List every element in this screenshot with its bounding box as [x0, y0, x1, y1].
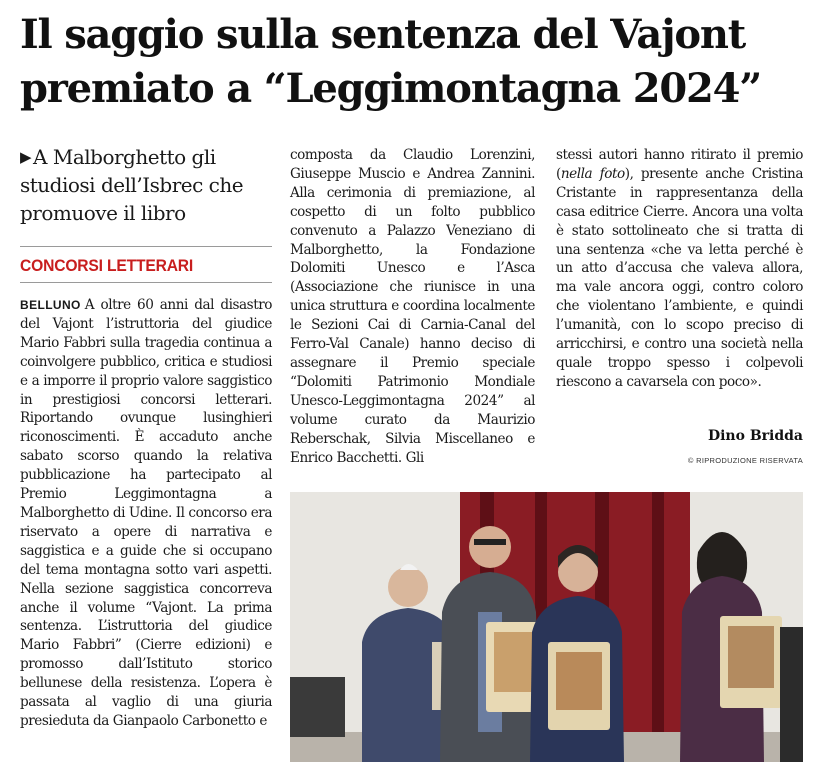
audience-member: [780, 627, 803, 762]
photo-reference: nella foto: [560, 165, 625, 182]
section-divider-bottom: [20, 282, 272, 283]
subheadline-text: A Malborghetto gli studiosi dell’Isbrec che promuove il libro: [20, 145, 244, 225]
category-label: CONCORSI LETTERARI: [20, 256, 194, 275]
dateline: BELLUNO: [20, 298, 81, 312]
screen-left: [290, 677, 345, 737]
award-ceremony-image: [290, 492, 803, 762]
article-column-3: [556, 146, 803, 392]
curtain-fold: [652, 492, 664, 762]
arrow-icon: ▶: [20, 148, 32, 166]
section-divider-top: [20, 246, 272, 247]
award-photo: [290, 492, 803, 762]
copyright-notice: © RIPRODUZIONE RISERVATA: [687, 456, 803, 465]
article-column-1: [20, 296, 272, 731]
article-headline: Il saggio sulla sentenza del Vajont premiato a “Leggimontagna 2024”: [20, 11, 762, 112]
article-subheadline: [20, 143, 272, 227]
article-column-2: composta da Claudio Lorenzini, Giuseppe Muscio e Andrea Zannini. Alla cerimonia di premiazione, al cospetto di un folto pubblico convenuto a Palazzo Veneziano di Malborghetto, la Fondazione Dolomiti Unesco e l’Asca (Associazione che riunisce in una unica struttura e coordina localmente le Sezioni Cai di Carnia-Canal del Ferro-Val Canale) hanno deciso di assegnare il Premio speciale “Dolomiti Patrimonio Mondiale Unesco-Leggimontagna 2024” al volume curato da Maurizio Reberschak, Silvia Miscellaneo e Enrico Bacchetti. Gli: [290, 147, 535, 466]
column-3-text-a: stessi autori hanno ritirato il premio (: [556, 147, 803, 182]
column-3-text-b: ), presente anche Cristina Cristante in rappresentanza della casa editrice Cierre. Ancora una volta è stato sottolineato che si tratta di una sentenza «che va letta perché è un atto d’accusa che valeva allora, ma vale ancora oggi, contro coloro che violentano l’ambiente, e quindi l’umanità, con lo scopo preciso di arricchirsi, e contro una società nella quale troppo spesso i colpevoli riescono a cavarsela con poco».: [556, 165, 803, 390]
author-byline: Dino Bridda: [707, 428, 803, 444]
column-1-text: A oltre 60 anni dal disastro del Vajont l’istruttoria del giudice Mario Fabbri sulla tragedia continua a coinvolgere pubblico, critica e studiosi e a imporre il proprio valore saggistico in prestigiosi concorsi letterari. Riportando ovunque lusinghieri riconoscimenti. È accaduto anche sabato scorso quando la relativa pubblicazione ha partecipato al Premio Leggimontagna a Malborghetto di Udine. Il concorso era riservato a opere di narrativa e saggistica e a guide che si occupano del tema montagna sotto vari aspetti. Nella sezione saggistica concorreva anche il volume “Vajont. La prima sentenza. L’istruttoria del giudice Mario Fabbri” (Cierre edizioni) e promosso dall’Istituto storico bellunese della resistenza. L’opera è passata al vaglio di una giuria presieduta da Gianpaolo Carbonetto e: [20, 297, 272, 729]
